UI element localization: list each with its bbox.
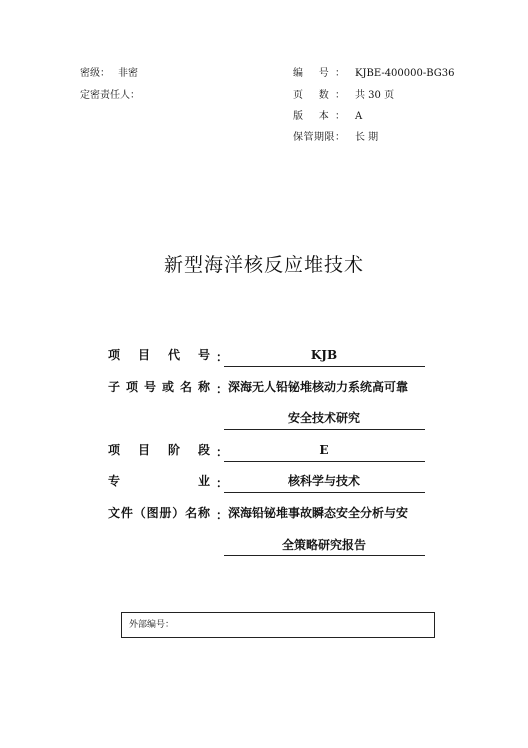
external-number-box — [121, 612, 435, 638]
document-name-value-line1: 深海铅铋堆事故瞬态安全分析与安 — [228, 506, 409, 520]
document-number — [293, 67, 455, 81]
specialty-label: 专业 — [108, 474, 210, 488]
project-code-underline — [224, 366, 425, 367]
version-value: A — [355, 111, 363, 122]
version — [293, 110, 362, 124]
version-label: 版 本： — [293, 111, 345, 122]
stage-value: E — [319, 443, 329, 457]
document-number-label: 编 号： — [293, 68, 345, 79]
retention-period-value: 长 期 — [355, 132, 379, 143]
stage-underline — [224, 461, 425, 462]
security-level — [80, 67, 138, 81]
retention-period-label: 保管期限： — [293, 132, 345, 143]
classification-responsible — [80, 89, 140, 103]
document-name-value-line2: 全策略研究报告 — [281, 538, 366, 552]
page-count — [293, 89, 394, 103]
document-name-underline — [224, 555, 425, 556]
document-number-value: KJBE-400000-BG36 — [355, 68, 455, 79]
page-count-label: 页 数： — [293, 90, 345, 101]
subproject-value-line1: 深海无人铅铋堆核动力系统高可靠 — [228, 380, 409, 394]
specialty-underline — [224, 492, 425, 493]
retention-period — [293, 131, 378, 145]
document-name-colon: ： — [216, 508, 229, 522]
subproject-underline — [224, 429, 425, 430]
subproject-value-line2: 安全技术研究 — [287, 411, 360, 425]
project-code-value: KJB — [310, 348, 338, 362]
classification-responsible-label: 定密责任人： — [80, 90, 140, 101]
document-name-label: 文件（图册）名称 — [108, 506, 210, 520]
security-level-value: 非密 — [118, 68, 138, 79]
stage-label: 项目阶段 — [108, 443, 210, 457]
external-number-label: 外部编号： — [129, 620, 175, 630]
project-code-label: 项目代号 — [108, 348, 210, 362]
document-title: 新型海洋核反应堆技术 — [163, 254, 364, 276]
security-level-label: 密级： — [80, 68, 110, 79]
stage-colon: ： — [216, 445, 229, 459]
subproject-label: 子项号或名称 — [108, 380, 210, 394]
subproject-colon: ： — [216, 382, 229, 396]
page-count-value: 共 30 页 — [355, 90, 395, 101]
specialty-value: 核科学与技术 — [287, 474, 360, 488]
specialty-colon: ： — [216, 476, 229, 490]
project-code-colon: ： — [216, 350, 229, 364]
